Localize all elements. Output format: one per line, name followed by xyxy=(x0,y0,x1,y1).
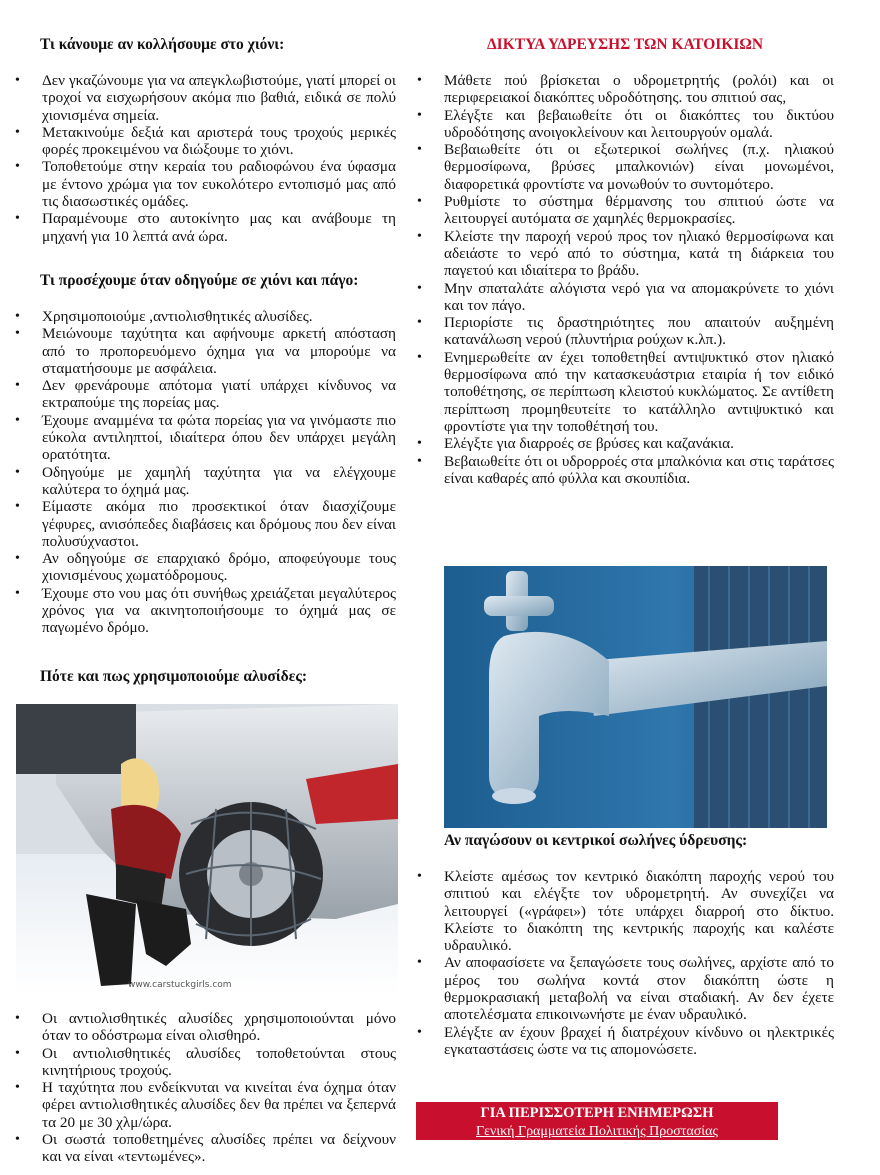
list-item: • Κλείστε αμέσως τον κεντρικό διακόπτη παροχής νερού του σπιτιού και ελέγξτε τον υδρομετρητή. Αν συνεχίζει να λειτουργεί («γράφει») τότε υπάρχει διαρροή στο δίκτυο. Κλείστε το διακόπτη της κεντρικής παροχής και καλέστε υδραυλικό. xyxy=(416,868,834,954)
stuck-heading: Τι κάνουμε αν κολλήσουμε στο χιόνι: xyxy=(40,36,285,53)
driving-list xyxy=(14,308,396,637)
list-item: • Χρησιμοποιούμε ,αντιολισθητικές αλυσίδες. xyxy=(14,308,396,325)
snow-chains-photo xyxy=(16,704,398,994)
list-item: • Ελέγξτε για διαρροές σε βρύσες και καζανάκια. xyxy=(416,435,834,452)
list-item: • Ρυθμίστε το σύστημα θέρμανσης του σπιτιού ώστε να λειτουργεί αυτόματα σε χαμηλές θερμοκρασίες. xyxy=(416,193,834,228)
list-item: • Ενημερωθείτε αν έχει τοποθετηθεί αντιψυκτικό στον ηλιακό θερμοσίφωνα από την κατασκευάστρια εταιρία ή τον ειδικό τοποθέτησης, σε περίπτωση κλειστού κυκλώματος. Σε αντίθετη περίπτωση προμηθευτείτε το κατάλληλο αντιψυκτικό και φροντίστε για την τοποθέτησή του. xyxy=(416,349,834,435)
list-item: • Μετακινούμε δεξιά και αριστερά τους τροχούς μερικές φορές προκειμένου να διώξουμε το χιόνι. xyxy=(14,124,396,159)
list-item: • Η ταχύτητα που ενδείκνυται να κινείται ένα όχημα όταν φέρει αντιολισθητικές αλυσίδες δεν θα πρέπει να ξεπερνά τα 20 με 30 χλμ/ώρα. xyxy=(14,1079,396,1131)
water-heading: ΔΙΚΤΥΑ ΥΔΡΕΥΣΗΣ ΤΩΝ ΚΑΤΟΙΚΙΩΝ xyxy=(486,36,764,53)
info-banner-title: ΓΙΑ ΠΕΡΙΣΣΟΤΕΡΗ ΕΝΗΜΕΡΩΣΗ xyxy=(480,1105,714,1121)
list-item: • Περιορίστε τις δραστηριότητες που απαιτούν αυξημένη κατανάλωση νερού (πλυντήρια ρούχων κ.λπ.). xyxy=(416,314,834,349)
list-item: • Οι αντιολισθητικές αλυσίδες τοποθετούνται στους κινητήριους τροχούς. xyxy=(14,1045,396,1080)
chains-heading: Πότε και πως χρησιμοποιούμε αλυσίδες: xyxy=(40,668,308,685)
stuck-list xyxy=(14,72,396,245)
list-item: • Μην σπαταλάτε αλόγιστα νερό για να απομακρύνετε το χιόνι και τον πάγο. xyxy=(416,280,834,315)
list-item: • Παραμένουμε στο αυτοκίνητο μας και ανάβουμε τη μηχανή για 10 λεπτά ανά ώρα. xyxy=(14,210,396,245)
list-item: • Ελέγξτε αν έχουν βραχεί ή διατρέχουν κίνδυνο οι ηλεκτρικές εγκαταστάσεις ώστε να τις απομονώσετε. xyxy=(416,1024,834,1059)
list-item: • Είμαστε ακόμα πιο προσεκτικοί όταν διασχίζουμε γέφυρες, ανισόπεδες διαβάσεις και δρόμους που δεν είναι πολυσύχναστοι. xyxy=(14,498,396,550)
list-item: • Δεν γκαζώνουμε για να απεγκλωβιστούμε, γιατί μπορεί οι τροχοί να εισχωρήσουν ακόμα πιο βαθιά, ειδικά σε πολύ χιονισμένα σημεία. xyxy=(14,72,396,124)
photo-watermark: www.carstuckgirls.com xyxy=(128,980,232,990)
list-item: • Βεβαιωθείτε ότι οι εξωτερικοί σωλήνες (π.χ. ηλιακού θερμοσίφωνα, βρύσες μπαλκονιών) είναι μονωμένοι, διαφορετικά φροντίστε να μονωθούν το συντομότερο. xyxy=(416,141,834,193)
list-item: • Μειώνουμε ταχύτητα και αφήνουμε αρκετή απόσταση από το προπορευόμενο όχημα για να μπορούμε να σταματήσουμε με ασφάλεια. xyxy=(14,325,396,377)
list-item: • Αν οδηγούμε σε επαρχιακό δρόμο, αποφεύγουμε τους χιονισμένους χωματόδρομους. xyxy=(14,550,396,585)
list-item: • Τοποθετούμε στην κεραία του ραδιοφώνου ένα ύφασμα με έντονο χρώμα για τον ευκολότερο εντοπισμό μας από τις διασωστικές ομάδες. xyxy=(14,158,396,210)
list-item: • Οι αντιολισθητικές αλυσίδες χρησιμοποιούνται μόνο όταν το οδόστρωμα είναι ολισθηρό. xyxy=(14,1010,396,1045)
list-item: • Βεβαιωθείτε ότι οι υδρορροές στα μπαλκόνια και στις ταράτσες είναι καθαρές από φύλλα και σκουπίδια. xyxy=(416,453,834,488)
snow-chains-illustration xyxy=(16,704,398,994)
list-item: • Οδηγούμε με χαμηλή ταχύτητα για να ελέγχουμε καλύτερα το όχημά μας. xyxy=(14,464,396,499)
frozen-list xyxy=(416,868,834,1058)
chains-list xyxy=(14,1010,396,1166)
frozen-heading: Αν παγώσουν οι κεντρικοί σωλήνες ύδρευσης: xyxy=(444,832,748,849)
frozen-faucet-illustration xyxy=(444,566,827,828)
list-item: • Ελέγξτε και βεβαιωθείτε ότι οι διακόπτες του δικτύου υδροδότησης ανοιγοκλείνουν και λειτουργούν ομαλά. xyxy=(416,107,834,142)
frozen-faucet-photo xyxy=(444,566,827,828)
list-item: • Έχουμε αναμμένα τα φώτα πορείας για να γινόμαστε πιο εύκολα αντιληπτοί, ιδιαίτερα όπου δεν υπάρχει μεγάλη ορατότητα. xyxy=(14,412,396,464)
list-item: • Οι σωστά τοποθετημένες αλυσίδες πρέπει να δείχνουν και να είναι «τεντωμένες». xyxy=(14,1131,396,1166)
civil-protection-link[interactable]: Γενική Γραμματεία Πολιτικής Προστασίας xyxy=(476,1124,718,1139)
list-item: • Έχουμε στο νου μας ότι συνήθως χρειάζεται μεγαλύτερος χρόνος για να ακινητοποιήσουμε το όχημά μας σε παγωμένο δρόμο. xyxy=(14,585,396,637)
list-item: • Δεν φρενάρουμε απότομα γιατί υπάρχει κίνδυνος να εκτραπούμε της πορείας μας. xyxy=(14,377,396,412)
list-item: • Αν αποφασίσετε να ξεπαγώσετε τους σωλήνες, αρχίστε από το μέρος του σωλήνα κοντά στον διακόπτη ώστε η θερμοκρασιακή μεταβολή να είναι σταδιακή. Αν δεν έχετε αποτελέσματα επικοινωνήστε με έναν υδραυλικό. xyxy=(416,954,834,1023)
driving-heading: Τι προσέχουμε όταν οδηγούμε σε χιόνι και πάγο: xyxy=(40,272,359,289)
info-banner xyxy=(416,1102,778,1140)
water-list xyxy=(416,72,834,487)
list-item: • Μάθετε πού βρίσκεται ο υδρομετρητής (ρολόι) και οι περιφερειακοί διακόπτες υδροδότησης. του σπιτιού σας, xyxy=(416,72,834,107)
list-item: • Κλείστε την παροχή νερού προς τον ηλιακό θερμοσίφωνα και αδειάστε το νερό από το σύστημα, κατά τη διάρκεια του παγετού και ιδιαίτερα το βράδυ. xyxy=(416,228,834,280)
